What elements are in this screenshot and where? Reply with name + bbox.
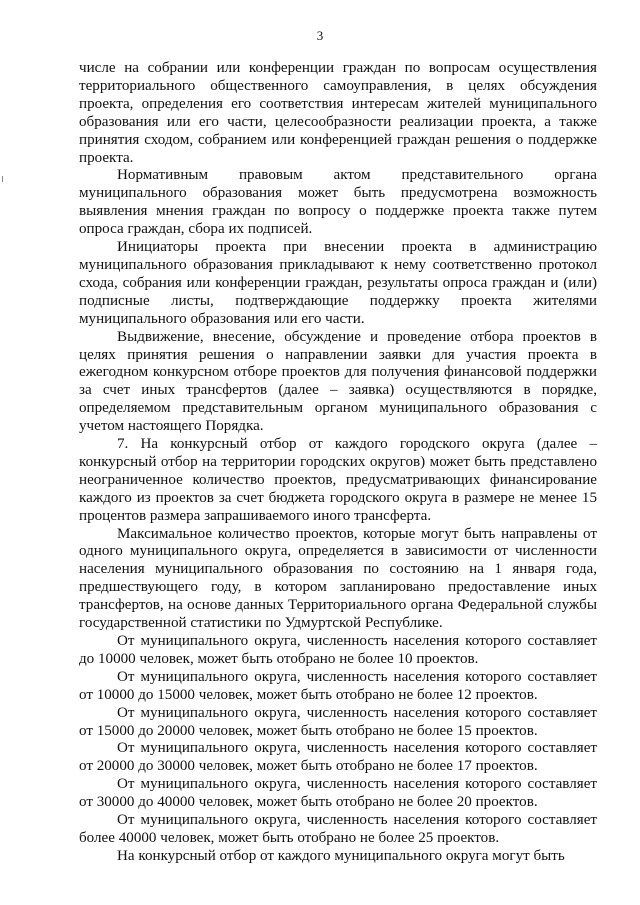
paragraph: Максимальное количество проектов, которые могут быть направлены от одного муниципального округа, определяется в зависимости от численности населения муниципального образования по состоянию на 1 января года, предшествующего году, в котором запланировано предоставление иных трансфертов, на основе данных Территориального органа Федеральной службы государственной статистики по Удмуртской Республике. [79,525,597,632]
paragraph: От муниципального округа, численность населения которого составляет от 10000 до 15000 человек, может быть отобрано не более 12 проектов. [79,668,597,703]
page-number: 3 [316,28,324,43]
document-body [79,60,597,866]
paragraph: числе на собрании или конференции граждан по вопросам осуществления территориального общественного самоуправления, в целях обсуждения проекта, определения его соответствия интересам жителей муниципального образования или его части, целесообразности реализации проекта, а также принятия сходом, собранием или конференцией граждан решения о поддержке проекта. [79,60,597,166]
paragraph: От муниципального округа, численность населения которого составляет от 15000 до 20000 человек, может быть отобрано не более 15 проектов. [79,704,597,739]
paragraph: От муниципального округа, численность населения которого составляет от 30000 до 40000 человек, может быть отобрано не более 20 проектов. [79,776,597,811]
margin-mark [2,176,3,182]
paragraph: От муниципального округа, численность населения которого составляет от 20000 до 30000 человек, может быть отобрано не более 17 проектов. [79,740,597,775]
paragraph: От муниципального округа, численность населения которого составляет до 10000 человек, может быть отобрано не более 10 проектов. [79,633,597,667]
paragraph: На конкурсный отбор от каждого муниципального округа могут быть [117,847,565,864]
paragraph: Инициаторы проекта при внесении проекта в администрацию муниципального образования прикладывают к нему соответственно протокол схода, собрания или конференции граждан, результаты опроса граждан и (или) подписные листы, подтверждающие поддержку проекта жителями муниципального образования или его части. [79,239,597,327]
paragraph: Нормативным правовым актом представительного органа муниципального образования может быть предусмотрена возможность выявления мнения граждан по вопросу о поддержке проекта также путем опроса граждан, сбора их подписей. [79,167,597,238]
paragraph: От муниципального округа, численность населения которого составляет более 40000 человек, может быть отобрано не более 25 проектов. [79,812,597,846]
paragraph: 7. На конкурсный отбор от каждого городского округа (далее – конкурсный отбор на территории городских округов) может быть представлено неограниченное количество проектов, предусматривающих финансирование каждого из проектов за счет бюджета городского округа в размере не менее 15 процентов размера запрашиваемого иного трансферта. [79,436,597,524]
paragraph: Выдвижение, внесение, обсуждение и проведение отбора проектов в целях принятия решения о направлении заявки для участия проекта в ежегодном конкурсном отборе проектов для получения финансовой поддержки за счет иных трансфертов (далее – заявка) осуществляются в порядке, определяемом представительным органом муниципального образования с учетом настоящего Порядка. [79,328,597,435]
